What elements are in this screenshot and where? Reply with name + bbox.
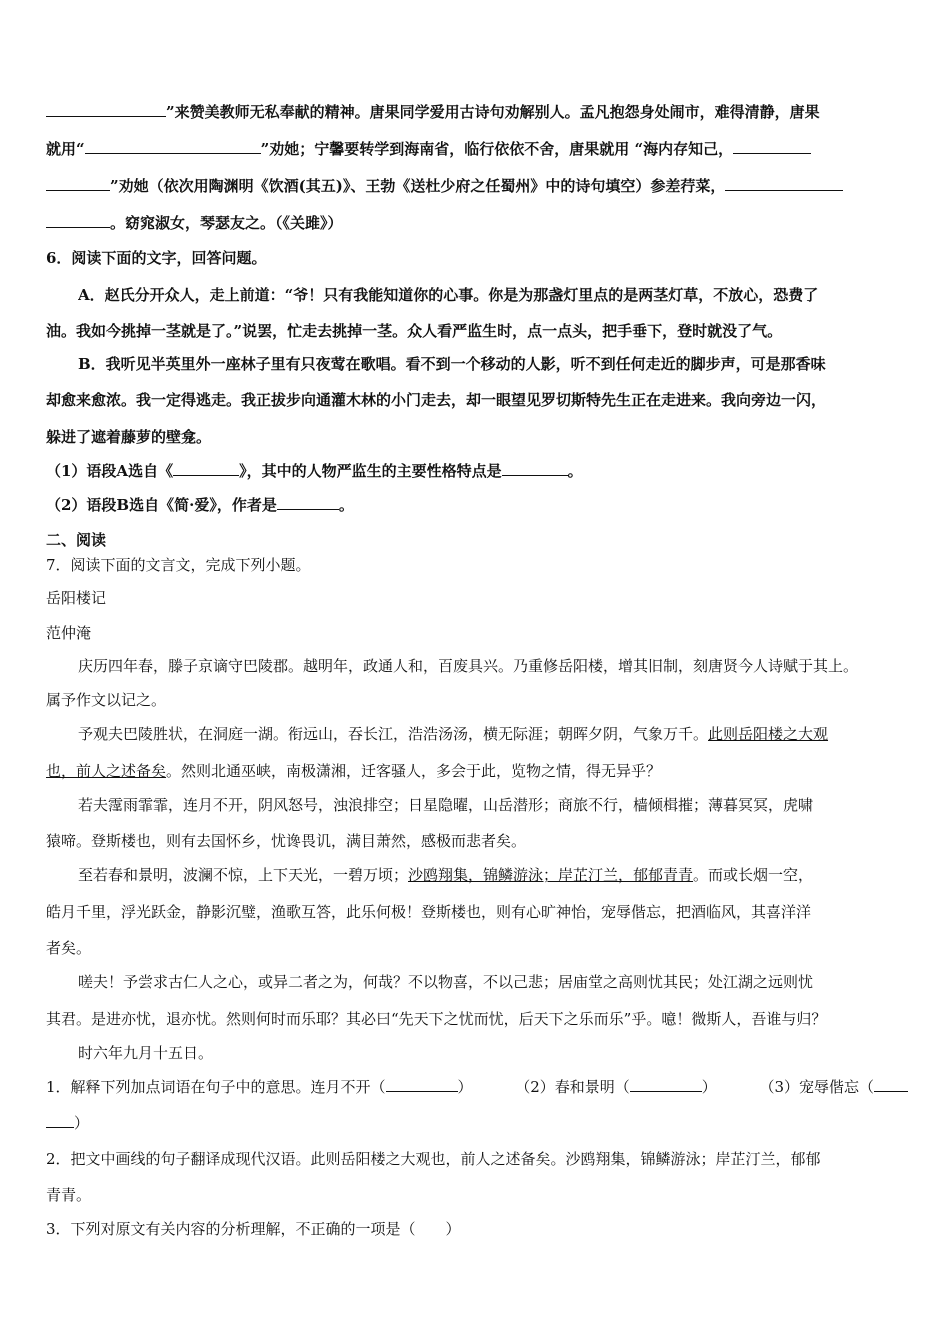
underlined-sentence: 沙鸥翔集，锦鳞游泳；岸芷汀兰，郁郁青青 — [408, 866, 694, 884]
q6-subquestion-2: （2）语段B选自《简·爱》，作者是 。 — [46, 496, 354, 514]
essay-paragraph-line: 属予作文以记之。 — [46, 691, 167, 709]
answer-blank[interactable] — [46, 1112, 74, 1128]
q6-passage-a-line: 油。我如今挑掉一茎就是了。”说罢，忙走去挑掉一茎。众人看严监生时，点一点头，把手垂下，登时就没了气。 — [46, 322, 783, 340]
answer-blank[interactable] — [46, 175, 110, 191]
q5-text: ”劝她（依次用陶渊明《饮酒(其五)》、王勃《送杜少府之任蜀州》中的诗句填空）参差荇菜， — [110, 177, 726, 195]
answer-blank[interactable] — [502, 460, 568, 476]
essay-paragraph-line: 予观夫巴陵胜状，在洞庭一湖。衔远山，吞长江，浩浩汤汤，横无际涯；朝晖夕阴，气象万千。此则岳阳楼之大观 — [78, 725, 829, 743]
q6-passage-a-line: A．赵氏分开众人，走上前道：“爷！只有我能知道你的心事。你是为那盏灯里点的是两茎灯草，不放心，恐费了 — [78, 286, 819, 304]
answer-blank[interactable] — [173, 460, 239, 476]
answer-blank[interactable] — [277, 494, 339, 510]
q6-passage-b-line: 却愈来愈浓。我一定得逃走。我正拔步向通灌木林的小门走去，却一眼望见罗切斯特先生正在走进来。我向旁边一闪， — [46, 391, 827, 409]
essay-paragraph-line: 其君。是进亦忧，退亦忧。然则何时而乐耶？其必曰“先天下之忧而忧，后天下之乐而乐”乎。噫！微斯人，吾谁与归？ — [46, 1010, 827, 1028]
q5-line-2 — [46, 138, 908, 160]
q6-passage-b-line: 躲进了遮着藤萝的壁龛。 — [46, 428, 212, 446]
answer-blank[interactable] — [386, 1076, 458, 1092]
essay-paragraph-line: 庆历四年春，滕子京谪守巴陵郡。越明年，政通人和，百废具兴。乃重修岳阳楼，增其旧制，刻唐贤今人诗赋于其上。 — [78, 657, 859, 675]
q7-subquestion-1-cont: ） — [46, 1112, 908, 1134]
sub1-part-2: （2）春和景明（ ） — [515, 1078, 717, 1096]
q5-line-4 — [46, 212, 908, 234]
q6-title: 6．阅读下面的文字，回答问题。 — [46, 249, 267, 267]
essay-paragraph-line: 嗟夫！予尝求古仁人之心，或异二者之为，何哉？不以物喜，不以己悲；居庙堂之高则忧其民；处江湖之远则忧 — [78, 973, 814, 991]
answer-blank[interactable] — [725, 175, 843, 191]
essay-paragraph-line: 皓月千里，浮光跃金，静影沉璧，渔歌互答，此乐何极！登斯楼也，则有心旷神怡，宠辱偕忘，把酒临风，其喜洋洋 — [46, 903, 812, 921]
q7-subquestion-2: 青青。 — [46, 1186, 92, 1204]
sub1-part-3: （3）宠辱偕忘（ — [759, 1076, 908, 1098]
q5-text: ”来赞美教师无私奉献的精神。唐果同学爱用古诗句劝解别人。孟凡抱怨身处闹市，难得清静，唐果 — [166, 103, 820, 121]
essay-paragraph-line: 若夫霪雨霏霏，连月不开，阴风怒号，浊浪排空；日星隐曜，山岳潜形；商旅不行，樯倾楫摧；薄暮冥冥，虎啸 — [78, 796, 814, 814]
q5-line-3 — [46, 175, 908, 197]
essay-author: 范仲淹 — [46, 624, 92, 642]
section-heading: 二、阅读 — [46, 531, 107, 549]
q5-text: 。窈窕淑女，琴瑟友之。（《关雎》） — [110, 214, 343, 232]
q6-subquestion-1: （1）语段A选自《 》，其中的人物严监生的主要性格特点是 。 — [46, 462, 583, 480]
sub1-part-1: 1．解释下列加点词语在句子中的意思。连月不开（ ） — [46, 1078, 473, 1096]
essay-paragraph-line: 者矣。 — [46, 939, 92, 957]
q7-title: 7．阅读下面的文言文，完成下列小题。 — [46, 556, 311, 574]
answer-blank[interactable] — [46, 212, 110, 228]
answer-blank[interactable] — [874, 1076, 908, 1092]
essay-paragraph-line: 也，前人之述备矣。然则北通巫峡，南极潇湘，迁客骚人，多会于此，览物之情，得无异乎？ — [46, 762, 662, 780]
underlined-sentence: 此则岳阳楼之大观 — [708, 725, 829, 743]
q6-passage-b-line: B．我听见半英里外一座林子里有只夜莺在歌唱。看不到一个移动的人影，听不到任何走近的脚步声，可是那香味 — [78, 355, 826, 373]
answer-blank[interactable] — [733, 138, 811, 154]
answer-blank[interactable] — [630, 1076, 702, 1092]
q5-text: 就用“ — [46, 140, 85, 158]
answer-blank[interactable] — [46, 101, 166, 117]
essay-paragraph-line: 猿啼。登斯楼也，则有去国怀乡，忧谗畏讥，满目萧然，感极而悲者矣。 — [46, 832, 527, 850]
q7-subquestion-2: 2．把文中画线的句子翻译成现代汉语。此则岳阳楼之大观也，前人之述备矣。沙鸥翔集，锦鳞游泳；岸芷汀兰，郁郁 — [46, 1150, 821, 1168]
essay-paragraph-line: 至若春和景明，波澜不惊，上下天光，一碧万顷；沙鸥翔集，锦鳞游泳；岸芷汀兰，郁郁青青。而或长烟一空， — [78, 866, 814, 884]
q5-text: ”劝她；宁馨要转学到海南省，临行依依不舍，唐果就用 “海内存知己， — [260, 140, 734, 158]
answer-blank[interactable] — [85, 138, 261, 154]
essay-title: 岳阳楼记 — [46, 589, 107, 607]
q5-line-1 — [46, 101, 908, 123]
essay-date-line: 时六年九月十五日。 — [78, 1044, 214, 1062]
underlined-sentence: 也，前人之述备矣 — [46, 762, 167, 780]
q7-subquestion-3: 3．下列对原文有关内容的分析理解，不正确的一项是（ ） — [46, 1220, 461, 1238]
q7-subquestion-1 — [46, 1076, 908, 1098]
